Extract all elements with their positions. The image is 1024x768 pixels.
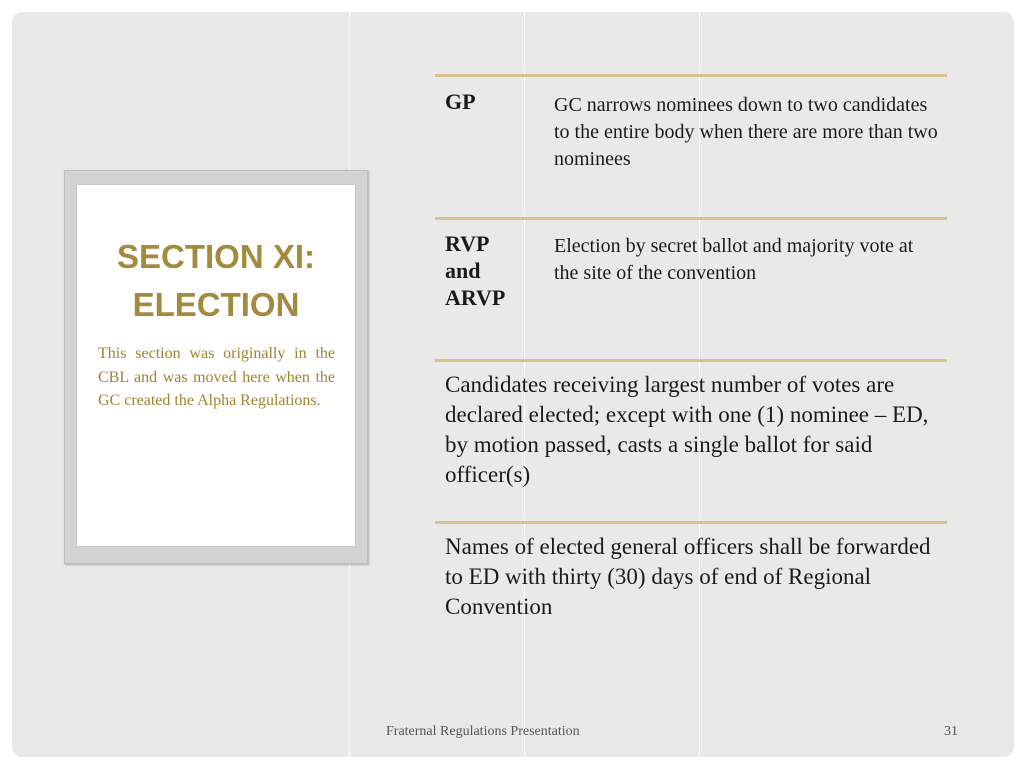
title-card [76,184,356,547]
footer-text: Fraternal Regulations Presentation [386,724,580,739]
section-title-line1: SECTION XI: [116,238,316,275]
section-note: This section was originally in the CBL and was moved here when the GC created the Alpha Regulations. [98,345,335,409]
table-statement: Names of elected general officers shall be forwarded to ED with thirty (30) days of end of Regional Convention [445,534,931,619]
section-title-line2: ELECTION [132,286,300,323]
table-rule [435,521,947,524]
table-row-role: RVP and ARVP [445,231,506,310]
table-rule [435,74,947,77]
table-rule [435,217,947,220]
table-row-description: Election by secret ballot and majority vote at the site of the convention [554,235,914,284]
table-statement: Candidates receiving largest number of votes are declared elected; except with one (1) nominee – ED, by motion passed, casts a single ballot for said officer(s) [445,372,929,487]
page-number: 31 [944,724,958,739]
title-card-frame [64,170,368,564]
section-title [77,233,355,329]
slide [12,12,1014,757]
table-row-description: GC narrows nominees down to two candidates to the entire body when there are more than two nominees [554,94,938,170]
table-row-role: GP [445,89,476,114]
table-rule [435,359,947,362]
